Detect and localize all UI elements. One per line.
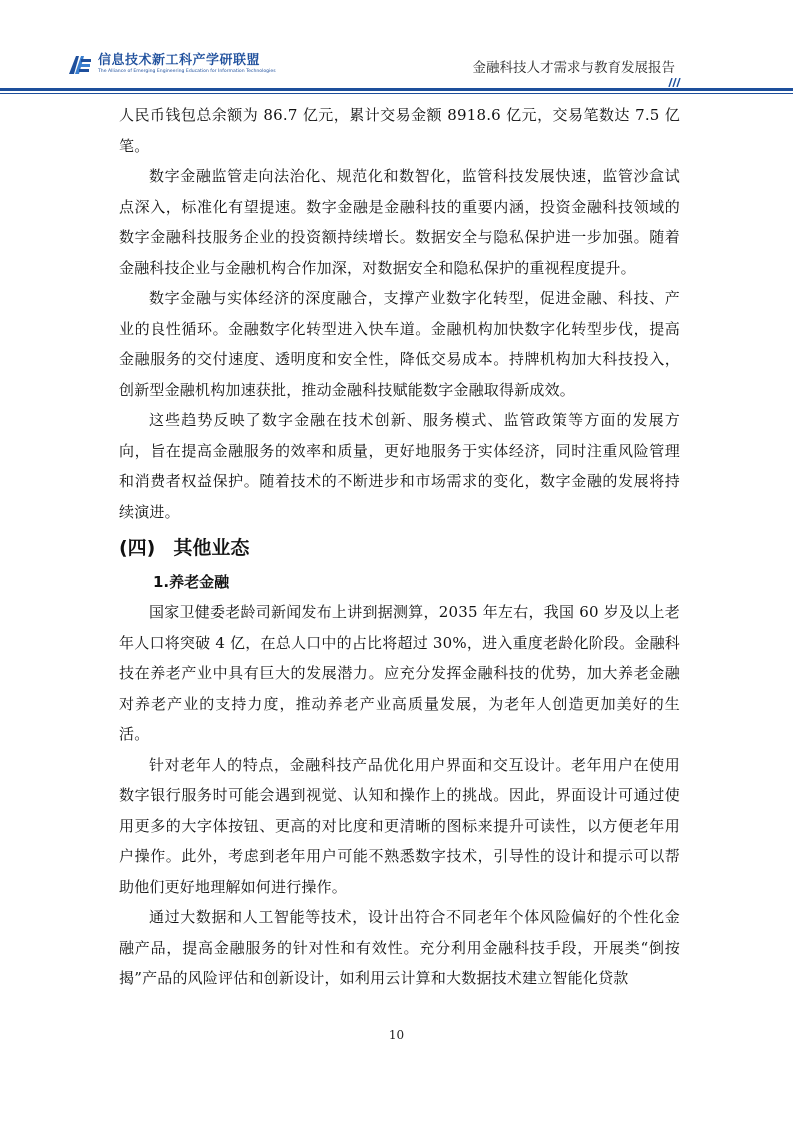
paragraph-real-economy: 数字金融与实体经济的深度融合，支撑产业数字化转型，促进金融、科技、产业的良性循环。金融数字化转型进入快车道。金融机构加快数字化转型步伐，提高金融服务的交付速度、透明度和安全性，降低交易成本。持牌机构加大科技投入，创新型金融机构加速获批，推动金融科技赋能数字金融取得新成效。	[119, 289, 680, 399]
header-rule-thin	[0, 93, 793, 94]
paragraph-aging-population: 国家卫健委老龄司新闻发布上讲到据测算，2035 年左右，我国 60 岁及以上老年人口将突破 4 亿，在总人口中的占比将超过 30%，进入重度老龄化阶段。金融科技在养老产业中具有巨大的发展潜力。应充分发挥金融科技的优势，加大养老金融对养老产业的支持力度，推动养老产业高质量发展，为老年人创造更加美好的生活。	[119, 603, 680, 743]
logo-chinese-name: 信息技术新工科产学研联盟	[98, 53, 261, 68]
logo-english-name: The Alliance of Emerging Engineering Education for Information Technologies	[98, 69, 276, 74]
alliance-logo-icon	[68, 52, 92, 76]
paragraph-personalized-products: 通过大数据和人工智能等技术，设计出符合不同老年个体风险偏好的个性化金融产品，提高金融服务的针对性和有效性。充分利用金融科技手段，开展类“倒按揭”产品的风险评估和创新设计，如利用云计算和大数据技术建立智能化贷款	[119, 908, 680, 987]
section-heading	[119, 531, 680, 565]
report-title: 金融科技人才需求与教育发展报告	[472, 60, 675, 76]
section-title: 其他业态	[173, 537, 250, 559]
section-number: (四)	[119, 537, 156, 559]
header-slash-decoration	[666, 78, 682, 87]
page-body	[119, 100, 680, 994]
subsection-heading: 1.养老金融	[153, 573, 230, 591]
alliance-logo	[68, 52, 276, 76]
header-rule	[0, 88, 793, 91]
paragraph-continuation: 人民币钱包总余额为 86.7 亿元，累计交易金额 8918.6 亿元，交易笔数达 7.5 亿笔。	[119, 106, 680, 155]
paragraph-elderly-ui: 针对老年人的特点，金融科技产品优化用户界面和交互设计。老年用户在使用数字银行服务时可能会遇到视觉、认知和操作上的挑战。因此，界面设计可通过使用更多的大字体按钮、更高的对比度和更清晰的图标来提升可读性，以方便老年用户操作。此外，考虑到老年用户可能不熟悉数字技术，引导性的设计和提示可以帮助他们更好地理解如何进行操作。	[119, 755, 680, 896]
page-header	[0, 0, 793, 100]
paragraph-regulation: 数字金融监管走向法治化、规范化和数智化，监管科技发展快速，监管沙盒试点深入，标准化有望提速。数字金融是金融科技的重要内涵，投资金融科技领域的数字金融科技服务企业的投资额持续增长。数据安全与隐私保护进一步加强。随着金融科技企业与金融机构合作加深，对数据安全和隐私保护的重视程度提升。	[119, 167, 680, 277]
paragraph-trends: 这些趋势反映了数字金融在技术创新、服务模式、监管政策等方面的发展方向，旨在提高金融服务的效率和质量，更好地服务于实体经济，同时注重风险管理和消费者权益保护。随着技术的不断进步和市场需求的变化，数字金融的发展将持续演进。	[119, 411, 680, 521]
page-number: 10	[388, 1028, 405, 1042]
